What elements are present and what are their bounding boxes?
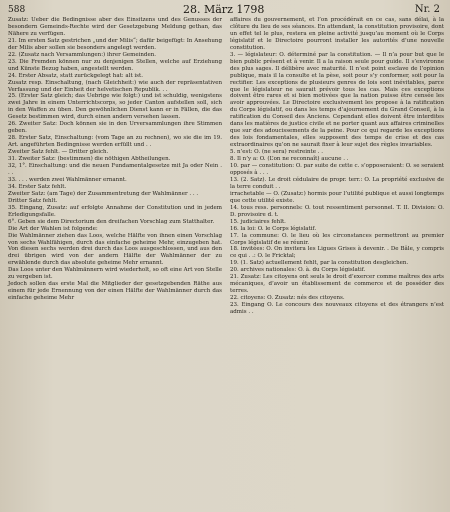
right-column — [230, 17, 444, 316]
left-column-paragraph: 28. Erster Satz, Einschaltung: (vom Tage an zu rechnen), wo sie die im 19. Art. angeführten Bedingnisse werden erfüllt und . . — [8, 135, 222, 149]
left-column-paragraph: Die Art der Wahlen ist folgende: — [8, 225, 98, 232]
right-column-paragraph: 20. archives nationales: O. à. du Corps législatif. — [230, 267, 366, 274]
left-column-paragraph: Die Wahlmänner ziehen das Loos, welche Hälfte von ihnen einen Vorschlag von sechs Wahlfähigen, durch das einfache geheime Mehr, einzugeben hat. Von diesen sechs werden drei durch das Loos ausgeschlossen, und aus den drei übrigen wird von der andern Hälfte der Wahlmänner der zu erwählende durch das absolute geheime Mehr ernannt. — [8, 232, 222, 267]
text-columns — [8, 17, 444, 316]
right-column-paragraph: 17. la commune: O. le lieu où les circonstances permettront au premier Corps législatif de se réunir. — [230, 232, 444, 246]
left-column-paragraph: 22. (Zusatz nach Versammlungen:) ihrer Gemeinden. — [8, 51, 156, 58]
right-column-paragraph: 13. (2. Satz). Le droit cédulaire de propr. terr.: O. La propriété exclusive de la terre conduit . . — [230, 176, 444, 190]
left-column-paragraph: 31. Zweiter Satz: (bestimmen) die nöthigen Abtheilungen. — [8, 156, 171, 163]
right-column-paragraph: 22. citoyens: O. Zusatz: nés des citoyens. — [230, 295, 345, 302]
left-column-paragraph: Zusatz: Ueber die Bedingnisse aber des Einsitzens und des Genusses der besondern Gemeinds-Rechte wird der Gesetzgebung Meldung gethan, das Nähere zu verfügen. — [8, 17, 222, 37]
right-column-paragraph: 23. Eingang O. Le concours des nouveaux citoyens et des étrangers n’est admis . . — [230, 302, 444, 316]
right-column-paragraph: irrachetable — O. (Zusatz:) hormis pour l’utilité publique et aussi longtemps que cette utilité existe. — [230, 190, 444, 204]
right-column-paragraph: affaires du gouvernement, et l’on procédérait en ce cas, sans délai, à la clôture du lieu de ses séances. En attendant, la constitution provisoire, dont un effet tel le plus, restera en pleine activité jusqu’au moment où le Corps législatif et le Directoire pourront installer les autorités d’une nouvelle constitution. — [230, 17, 444, 51]
right-column-paragraph: 19. (1. Satz) actuellement fehlt, par la constitution desgleichen. — [230, 260, 409, 267]
right-column-paragraph: 5. n’est: O. (ne sera) restreinte . . — [230, 149, 323, 156]
right-column-paragraph: 10. par — constitution: O. par suite de cette c. s’opposeraient: O. se seraient opposés à . . . — [230, 163, 444, 176]
right-column-paragraph: 8. Il n’y a: O. (L’on ne reconnaît) aucune . . — [230, 156, 349, 163]
right-column-paragraph: 18. invitées: O. On invitera les Ligues Grises à devenir. . De Bâle, y compris ce qui . .: O. le Fricktal; — [230, 246, 444, 260]
left-column-paragraph: 35. Eingang, Zusatz: auf erfolgte Annahme der Constitution und in jedem Erledigungsfalle. — [8, 204, 222, 218]
page-number: 588 — [8, 5, 26, 15]
left-column-paragraph: 23. Die Fremden können nur zu denjenigen Stellen, welche auf Erziehung und Künste Bezug haben, angestellt werden. — [8, 58, 222, 72]
issue-number: Nr. 2 — [414, 4, 440, 15]
left-column-paragraph: Dritter Satz fehlt. — [8, 197, 58, 204]
page-header — [8, 3, 444, 17]
left-column-paragraph: 26. Zweiter Satz: Doch können sie in den Urversammlungen ihre Stimmen geben. — [8, 121, 222, 135]
left-column-paragraph: 21. Im ersten Satz gestrichen „und der Milis“; dafür beigefügt: In Ansehung der Milis aber sollen sie besonders angelegt werden. — [8, 37, 222, 51]
right-column-paragraph: 3. — législateur: O. déterminé par la constitution. — Il n’a pour but que le bien public présent et à venir. Il a la raison seule pour guide. Il s’environne des plus sages. Il délibère avec maturité. Il n’est point esclave de l’opinion publique, mais il la consulte et la pèse, soit pour s’y conformer, soit pour la rectifier. Les exceptions de plusieurs genres de lois sont inévitables, parce que le législateur ne saurait prévoir tous les cas. Mais ces exceptions doivent être rares et si bien motivées que la nation puisse être censée les avoir approuvées. Le Directoire exclusivement les propose à la ratification du Corps législatif, ou dans les temps d’ajournement du Grand Conseil, à la ratification du Conseil des Anciens. Cependant elles doivent être interdites dans les matières de justice civile et ne porter quant aux affaires criminelles que sur des adoucissements de la peine. Pour ce qui regarde les exceptions des lois fondamentales, elles supposent des temps de crise et des cas extraordinaires qu’on ne saurait fixer à leur sujet des règles invariables. — [230, 51, 444, 149]
left-column-paragraph: 25. (Erster Satz gleich; das Uebrige wie folgt:) und ist schuldig, wenigstens zwei Jahre in einem Unterrichtscorps, so jeder Canton aufstellen soll, sich in den Waffen zu üben. Den gewöhnlichen Dienst kann er in Fällen, die das Gesetz bestimmen wird, durch einen andern versehen lassen. — [8, 93, 222, 121]
left-column-paragraph: Zweiter Satz: (am Tage) der Zusammentretung der Wahlmänner . . . — [8, 190, 199, 197]
right-column-paragraph: 21. Zusatz: Les citoyens ont seuls le droit d’exercer comme maîtres des arts mécaniques, d’avoir un établissement de commerce et de posséder des terres. — [230, 274, 444, 295]
left-column-paragraph: Zweiter Satz fehlt. — Dritter gleich. — [8, 149, 109, 156]
left-column-paragraph: 34. Erster Satz fehlt. — [8, 183, 67, 190]
left-column-paragraph: 24. Erster Absatz, statt zurückgelegt hat: alt ist. — [8, 72, 143, 79]
right-column-paragraph: 16. la loi: O. le Corps législatif. — [230, 225, 317, 232]
right-column-paragraph: 14. tous ress. personnels: O. tout ressentiment personnel. T. II. Division: O. D. provisoire d. t. — [230, 204, 444, 218]
left-column-paragraph: 32, 1°. Einschaltung: und die neuen Fundamentalgesetze mit Ja oder Nein . . . — [8, 163, 222, 176]
left-column-paragraph: 6°. Geben sie dem Directorium den dreifachen Vorschlag zum Statthalter. — [8, 218, 215, 225]
page-date: 28. März 1798 — [183, 3, 265, 16]
left-column — [8, 17, 222, 316]
left-column-paragraph: Jedoch sollen das erste Mal die Mitglieder der gesetzgebenden Räthe aus einem für jede Ernennung von der einen Hälfte der Wahlmänner durch das einfache geheime Mehr — [8, 281, 222, 302]
left-column-paragraph: Zusatz resp. Einschaltung, (nach Gleichheit:) wie auch der repräsentativen Verfassung und der Einheit der helvetischen Republik. . . — [8, 79, 222, 93]
left-column-paragraph: Das Loos unter den Wahlmännern wird wiederholt, so oft eine Art von Stelle zu vergeben ist. — [8, 267, 222, 281]
right-column-paragraph: 15. judiciaires fehlt. — [230, 218, 286, 225]
left-column-paragraph: 33. . . . werden zwei Wahlmänner ernannt. — [8, 176, 127, 183]
